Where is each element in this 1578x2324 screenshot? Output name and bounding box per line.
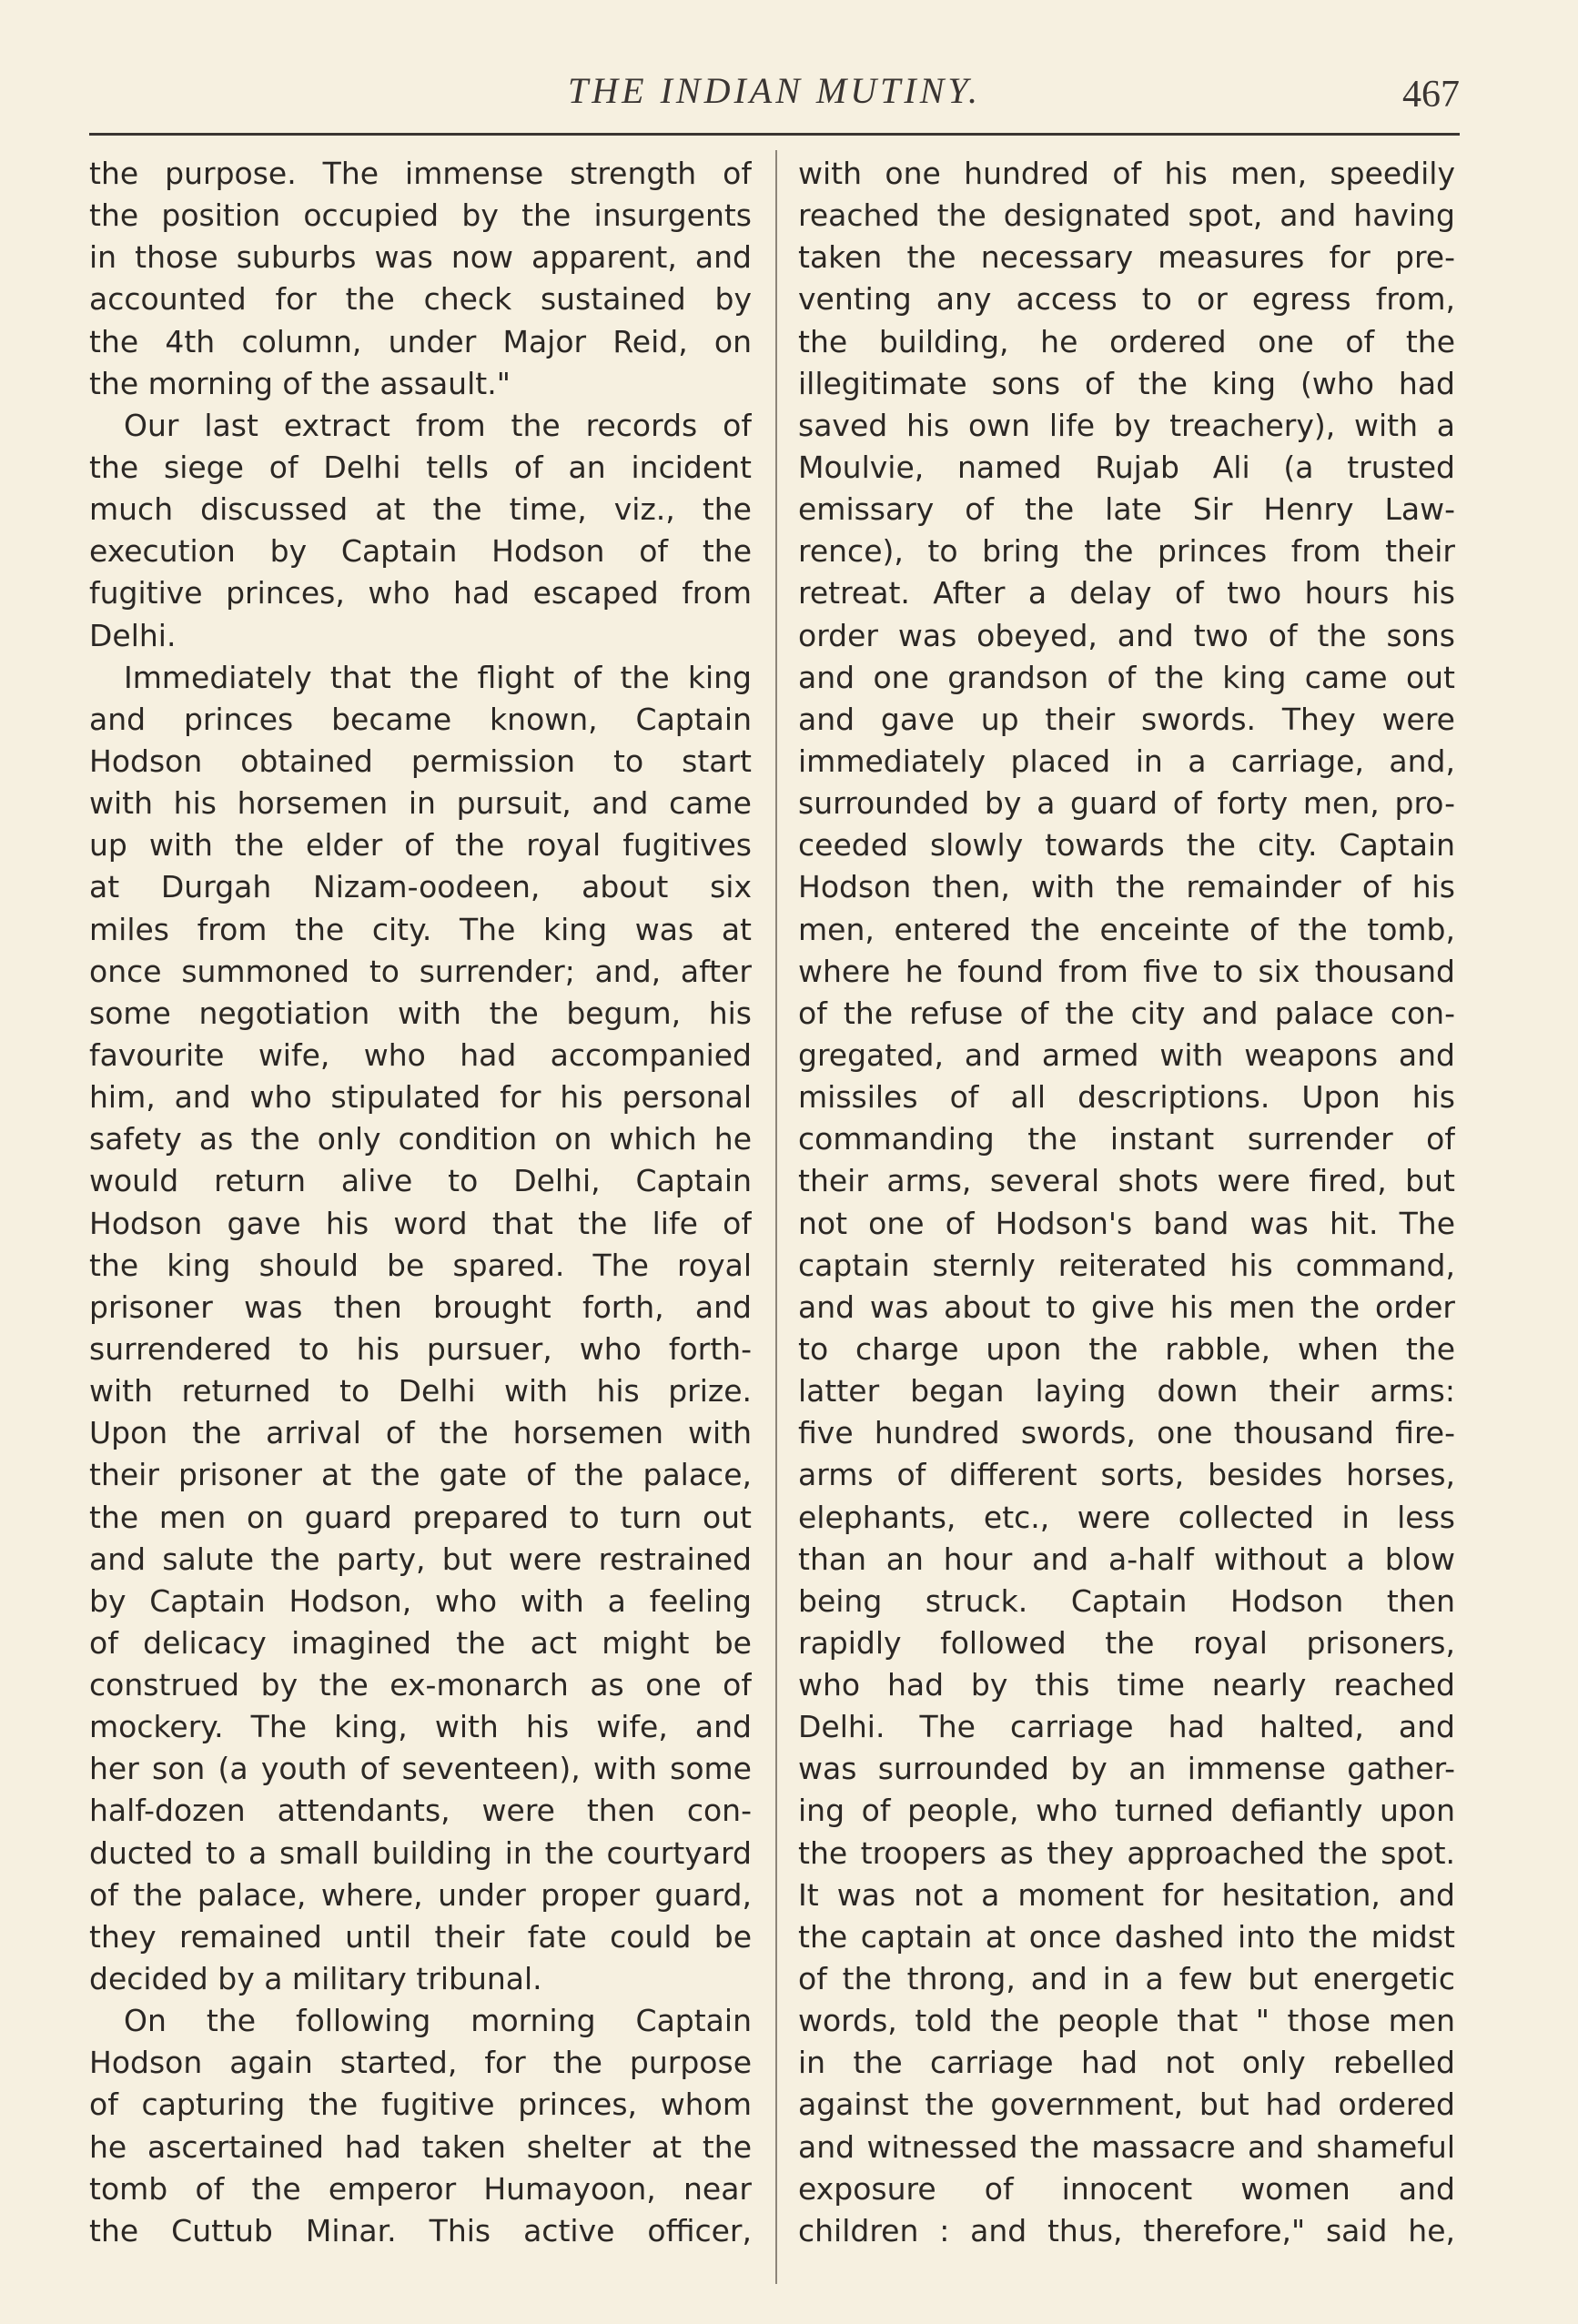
text-line: rence), to bring the princes from their [798,533,1455,570]
text-line: latter began laying down their arms: [798,1373,1455,1410]
text-line: than an hour and a-half without a blow [798,1541,1455,1577]
text-line: and witnessed the massacre and shameful [798,2128,1455,2165]
text-line: Hodson again started, for the purpose [89,2045,752,2081]
text-line: elephants, etc., were collected in less [798,1499,1455,1535]
text-line: captain sternly reiterated his command, [798,1247,1455,1283]
text-line: the position occupied by the insurgents [89,197,752,234]
text-line: Moulvie, named Rujab Ali (a trusted [798,449,1455,485]
text-line: by Captain Hodson, who with a feeling [89,1582,752,1619]
text-line: the siege of Delhi tells of an incident [89,449,752,485]
text-line: not one of Hodson's band was hit. The [798,1205,1455,1241]
text-line: prisoner was then brought forth, and [89,1288,752,1325]
text-line: arms of different sorts, besides horses, [798,1457,1455,1493]
text-line: the men on guard prepared to turn out [89,1499,752,1535]
text-line: once summoned to surrender; and, after [89,953,752,989]
text-line: ducted to a small building in the courtyard [89,1834,752,1871]
text-line: accounted for the check sustained by [89,281,752,318]
text-line: her son (a youth of seventeen), with some [89,1751,752,1787]
text-line: retreat. After a delay of two hours his [798,575,1455,611]
text-line: the Cuttub Minar. This active officer, [89,2212,752,2248]
text-line: men, entered the enceinte of the tomb, [798,911,1455,947]
text-line: the king should be spared. The royal [89,1247,752,1283]
text-line: much discussed at the time, viz., the [89,491,752,528]
text-line: of the throng, and in a few but energetic [798,1961,1455,1997]
text-line: with returned to Delhi with his prize. [89,1373,752,1410]
text-line: half-dozen attendants, were then con- [89,1793,752,1829]
text-line: with his horsemen in pursuit, and came [89,785,752,822]
page-header [89,62,1460,126]
text-line: being struck. Captain Hodson then [798,1582,1455,1619]
text-line: the morning of the assault." [89,365,511,401]
text-line: Delhi. The carriage had halted, and [798,1709,1455,1745]
text-line: the troopers as they approached the spot. [798,1834,1455,1871]
text-line: the 4th column, under Major Reid, on [89,323,752,359]
text-line: ceeded slowly towards the city. Captain [798,827,1455,864]
text-line: exposure of innocent women and [798,2170,1455,2207]
text-line: decided by a military tribunal. [89,1961,542,1997]
text-line: fugitive princes, who had escaped from [89,575,752,611]
text-line: gregated, and armed with weapons and [798,1036,1455,1073]
text-line: and salute the party, but were restrained [89,1541,752,1577]
text-line: safety as the only condition on which he [89,1121,752,1157]
text-line: emissary of the late Sir Henry Law- [798,491,1455,528]
text-line: favourite wife, who had accompanied [89,1036,752,1073]
text-line: and princes became known, Captain [89,701,752,737]
text-line: words, told the people that " those men [798,2003,1455,2039]
text-line: they remained until their fate could be [89,1918,752,1955]
text-line: execution by Captain Hodson of the [89,533,752,570]
text-line: and gave up their swords. They were [798,701,1455,737]
text-line: of delicacy imagined the act might be [89,1624,752,1661]
text-line: rapidly followed the royal prisoners, [798,1624,1455,1661]
text-line: the captain at once dashed into the midst [798,1918,1455,1955]
text-line: Our last extract from the records of [124,407,752,443]
text-line: illegitimate sons of the king (who had [798,365,1455,401]
text-line: their arms, several shots were fired, but [798,1163,1455,1199]
text-line: the building, he ordered one of the [798,323,1455,359]
text-line: of the refuse of the city and palace con- [798,995,1455,1031]
text-line: surrendered to his pursuer, who forth- [89,1330,752,1367]
text-line: On the following morning Captain [124,2003,752,2039]
text-line: ing of people, who turned defiantly upon [798,1793,1455,1829]
text-line: Delhi. [89,617,177,653]
column-divider [775,150,777,2284]
text-line: was surrounded by an immense gather- [798,1751,1455,1787]
text-line: order was obeyed, and two of the sons [798,617,1455,653]
text-line: construed by the ex-monarch as one of [89,1667,752,1703]
text-line: to charge upon the rabble, when the [798,1330,1455,1367]
text-line: reached the designated spot, and having [798,197,1455,234]
page-number: 467 [1402,74,1460,116]
text-line: children : and thus, therefore," said he, [798,2212,1455,2248]
running-title: THE INDIAN MUTINY. [568,70,981,111]
left-column [89,153,752,2252]
text-line: of the palace, where, under proper guard, [89,1876,752,1913]
text-line: would return alive to Delhi, Captain [89,1163,752,1199]
text-line: of capturing the fugitive princes, whom [89,2087,752,2123]
text-line: in the carriage had not only rebelled [798,2045,1455,2081]
text-line: the purpose. The immense strength of [89,156,752,191]
text-line: against the government, but had ordered [798,2087,1455,2123]
text-line: It was not a moment for hesitation, and [798,1876,1455,1913]
text-line: their prisoner at the gate of the palace, [89,1457,752,1493]
text-line: immediately placed in a carriage, and, [798,743,1455,779]
text-line: up with the elder of the royal fugitives [89,827,752,864]
text-line: Upon the arrival of the horsemen with [89,1415,752,1451]
text-line: at Durgah Nizam-oodeen, about six [89,869,752,905]
text-line: miles from the city. The king was at [89,911,752,947]
text-line: in those suburbs was now apparent, and [89,239,752,276]
text-line: tomb of the emperor Humayoon, near [89,2170,752,2207]
text-line: Hodson gave his word that the life of [89,1205,752,1241]
right-column [798,153,1455,2252]
text-line: who had by this time nearly reached [798,1667,1455,1703]
text-line: mockery. The king, with his wife, and [89,1709,752,1745]
text-line: Immediately that the flight of the king [124,659,752,695]
text-line: saved his own life by treachery), with a [798,407,1455,443]
text-line: taken the necessary measures for pre- [798,239,1455,276]
text-line: him, and who stipulated for his personal [89,1079,752,1116]
text-line: with one hundred of his men, speedily [798,156,1455,191]
text-line: missiles of all descriptions. Upon his [798,1079,1455,1116]
text-line: where he found from five to six thousand [798,953,1455,989]
text-line: Hodson obtained permission to start [89,743,752,779]
text-line: he ascertained had taken shelter at the [89,2128,752,2165]
header-rule [89,133,1460,136]
text-line: commanding the instant surrender of [798,1121,1455,1157]
text-line: some negotiation with the begum, his [89,995,752,1031]
text-line: and one grandson of the king came out [798,659,1455,695]
text-line: venting any access to or egress from, [798,281,1455,318]
text-line: and was about to give his men the order [798,1288,1455,1325]
text-line: Hodson then, with the remainder of his [798,869,1455,905]
text-line: five hundred swords, one thousand fire- [798,1415,1455,1451]
text-line: surrounded by a guard of forty men, pro- [798,785,1455,822]
